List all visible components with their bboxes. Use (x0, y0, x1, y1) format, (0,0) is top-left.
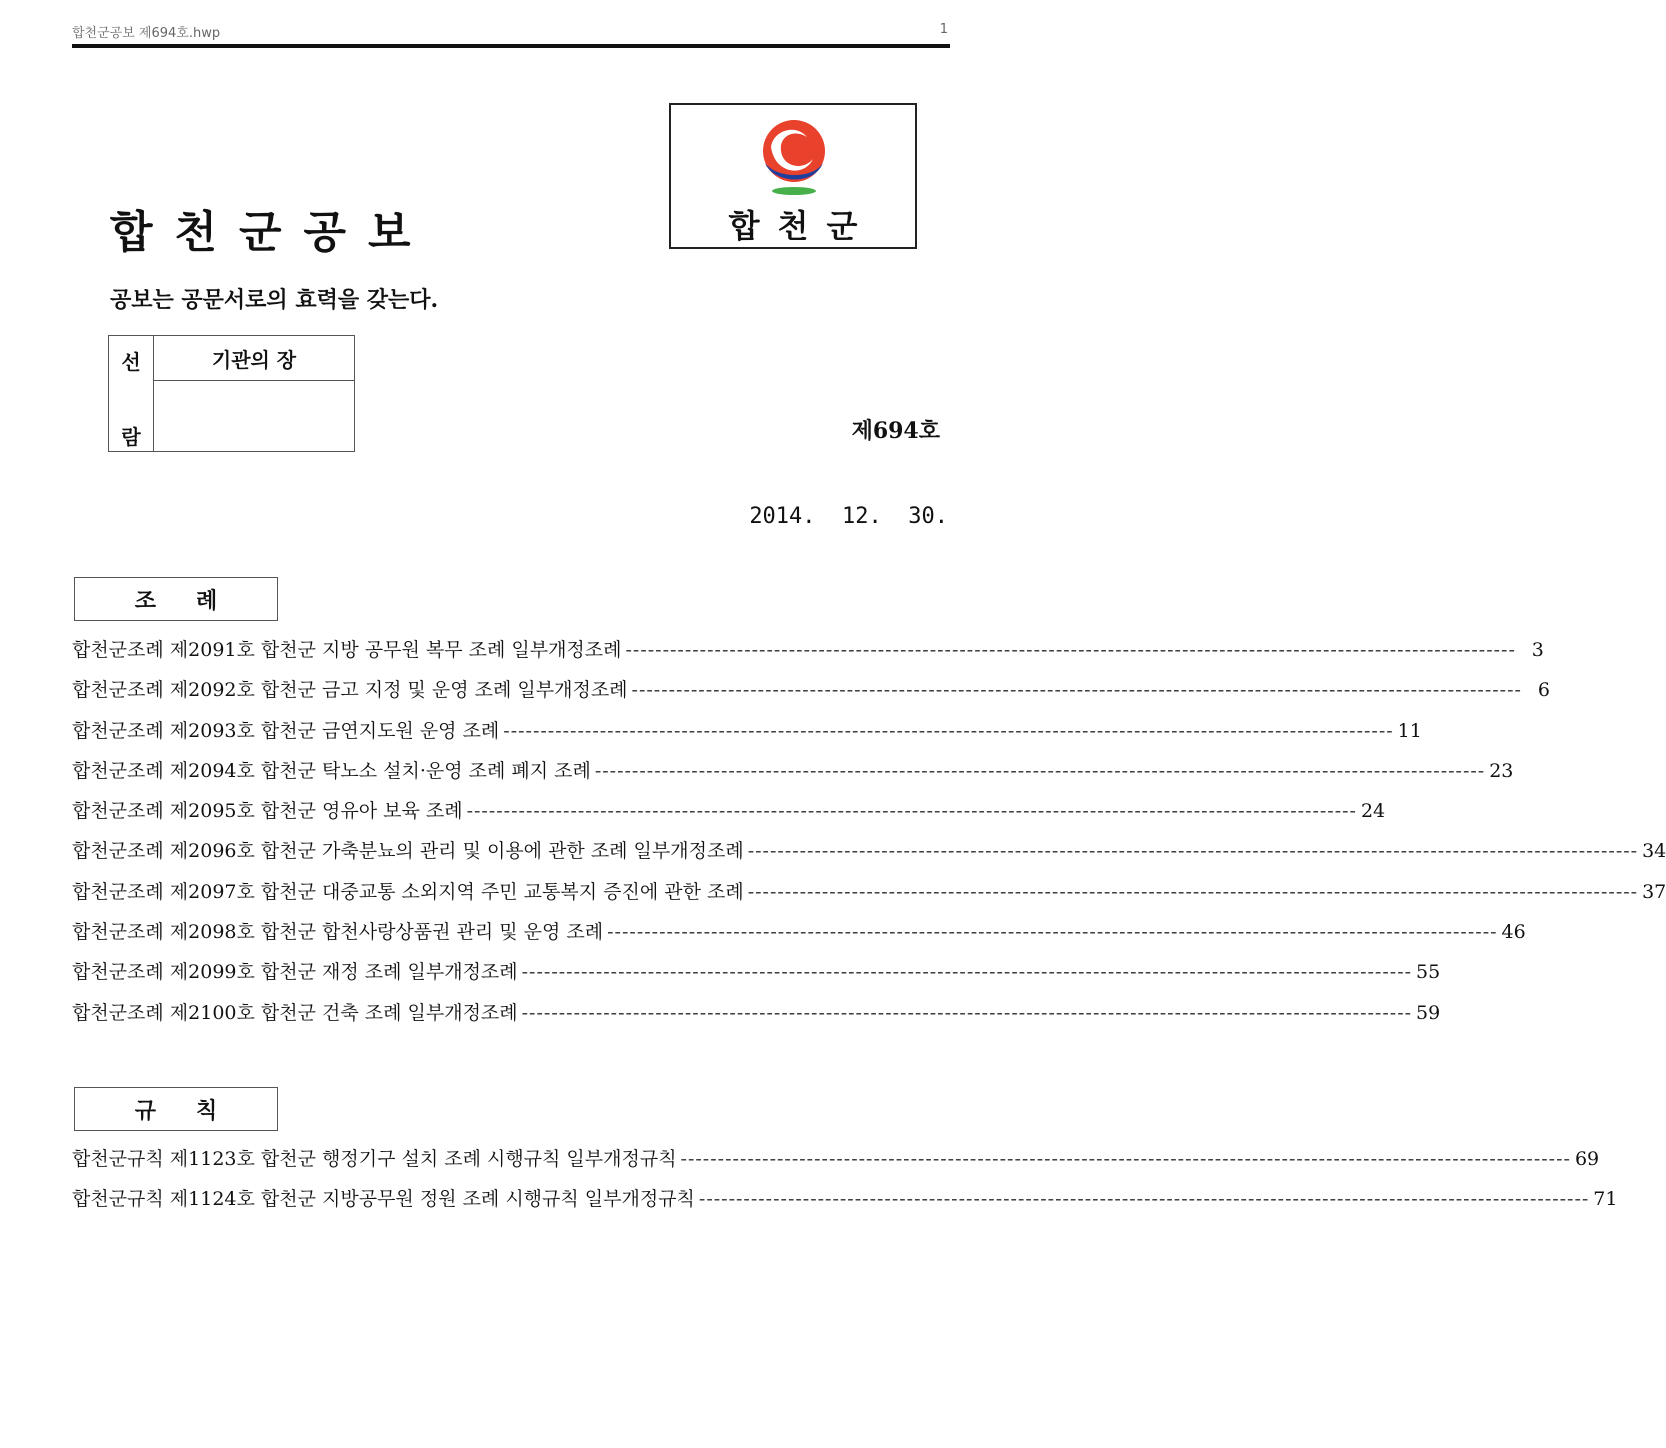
logo-text: 합천군 (728, 207, 876, 245)
header-file-name: 합천군공보 제694호.hwp (72, 26, 221, 41)
toc-entry-page: 34 (1642, 840, 1666, 863)
toc-leader-dashes: ------------------------------------------------------------------------------------------------------------------------ (521, 961, 1413, 984)
issue-date: 2014. 12. 30. (749, 504, 948, 529)
toc-leader-dashes: ------------------------------------------------------------------------------------------------------------------------ (521, 1001, 1413, 1024)
toc-entry[interactable] (72, 675, 1550, 715)
review-label (109, 336, 154, 452)
toc-entry-page: 71 (1593, 1188, 1618, 1211)
toc-entry-page: 3 (1531, 639, 1544, 661)
toc-entry[interactable] (72, 998, 1441, 1038)
toc-entry[interactable] (72, 716, 1422, 756)
toc-leader-dashes: ------------------------------------------------------------------------------------------------------------------------ (594, 759, 1486, 782)
gazette-title: 합천군공보 (110, 207, 433, 258)
toc-entry-title: 합천군규칙 제1124호 합천군 지방공무원 정원 조례 시행규칙 일부개정규칙 (72, 1188, 695, 1211)
toc-entry[interactable] (72, 917, 1526, 957)
toc-entry-page: 11 (1397, 719, 1422, 742)
toc-leader-dashes: ------------------------------------------------------------------------------------------------------------------------ (607, 921, 1498, 944)
review-label-top: 선 (121, 350, 141, 374)
toc-leader-dashes: ------------------------------------------------------------------------------------------------------------------------ (631, 679, 1522, 702)
toc-leader-dashes: ------------------------------------------------------------------------------------------------------------------------ (680, 1148, 1571, 1170)
toc-leader-dashes: ------------------------------------------------------------------------------------------------------------------------ (747, 880, 1639, 903)
toc-entry-page: 6 (1537, 679, 1550, 702)
toc-entry-page: 24 (1360, 800, 1386, 823)
toc-entry-title: 합천군조례 제2091호 합천군 지방 공무원 복무 조례 일부개정조례 (72, 639, 622, 661)
issue-number: 제694호 (851, 418, 940, 444)
toc-entry[interactable] (72, 756, 1514, 796)
toc-entry-page: 46 (1501, 921, 1526, 944)
toc-leader-dashes: ------------------------------------------------------------------------------------------------------------------------ (698, 1188, 1590, 1211)
toc-entry-title: 합천군조례 제2092호 합천군 금고 지정 및 운영 조례 일부개정조례 (72, 679, 628, 702)
toc-entry-title: 합천군조례 제2097호 합천군 대중교통 소외지역 주민 교통복지 증진에 관한 조례 (72, 880, 744, 903)
toc-rules (72, 1144, 1618, 1225)
county-logo-box (669, 103, 917, 249)
toc-ordinances (72, 635, 1666, 1038)
toc-entry-page: 37 (1642, 880, 1666, 903)
toc-entry-title: 합천군조례 제2100호 합천군 건축 조례 일부개정조례 (72, 1001, 518, 1024)
header-divider (72, 44, 950, 48)
review-header: 기관의 장 (154, 336, 355, 381)
toc-entry-title: 합천군규칙 제1123호 합천군 행정기구 설치 조례 시행규칙 일부개정규칙 (72, 1148, 677, 1170)
toc-entry[interactable] (72, 877, 1666, 917)
gazette-subtitle: 공보는 공문서로의 효력을 갖는다. (110, 287, 439, 313)
toc-entry-page: 59 (1416, 1001, 1441, 1024)
toc-entry-title: 합천군조례 제2094호 합천군 탁노소 설치·운영 조례 폐지 조례 (72, 759, 591, 782)
review-label-bottom: 람 (121, 425, 141, 449)
review-table (108, 335, 355, 452)
review-signature-cell (154, 381, 355, 452)
toc-entry[interactable] (72, 635, 1544, 675)
toc-leader-dashes: ------------------------------------------------------------------------------------------------------------------------ (625, 639, 1516, 661)
toc-entry-title: 합천군조례 제2095호 합천군 영유아 보육 조례 (72, 800, 463, 823)
toc-entry-page: 55 (1416, 961, 1441, 984)
toc-leader-dashes: ------------------------------------------------------------------------------------------------------------------------ (466, 800, 1357, 823)
toc-entry-title: 합천군조례 제2099호 합천군 재정 조례 일부개정조례 (72, 961, 518, 984)
toc-entry-page: 69 (1574, 1148, 1600, 1170)
county-emblem-icon (759, 117, 829, 203)
section-heading-ordinances: 조례 (74, 577, 278, 621)
section-heading-rules: 규칙 (74, 1087, 278, 1131)
toc-entry-title: 합천군조례 제2098호 합천군 합천사랑상품권 관리 및 운영 조례 (72, 921, 604, 944)
toc-entry[interactable] (72, 1184, 1618, 1224)
toc-entry[interactable] (72, 957, 1441, 997)
toc-entry-title: 합천군조례 제2096호 합천군 가축분뇨의 관리 및 이용에 관한 조례 일부개정조례 (72, 840, 744, 863)
toc-leader-dashes: ------------------------------------------------------------------------------------------------------------------------ (503, 719, 1394, 742)
toc-entry-page: 23 (1489, 759, 1514, 782)
header-page-number: 1 (939, 22, 948, 37)
toc-entry[interactable] (72, 796, 1386, 836)
toc-entry-title: 합천군조례 제2093호 합천군 금연지도원 운영 조례 (72, 719, 500, 742)
toc-leader-dashes: ------------------------------------------------------------------------------------------------------------------------ (747, 840, 1639, 863)
toc-entry[interactable] (72, 1144, 1600, 1184)
toc-entry[interactable] (72, 836, 1666, 876)
